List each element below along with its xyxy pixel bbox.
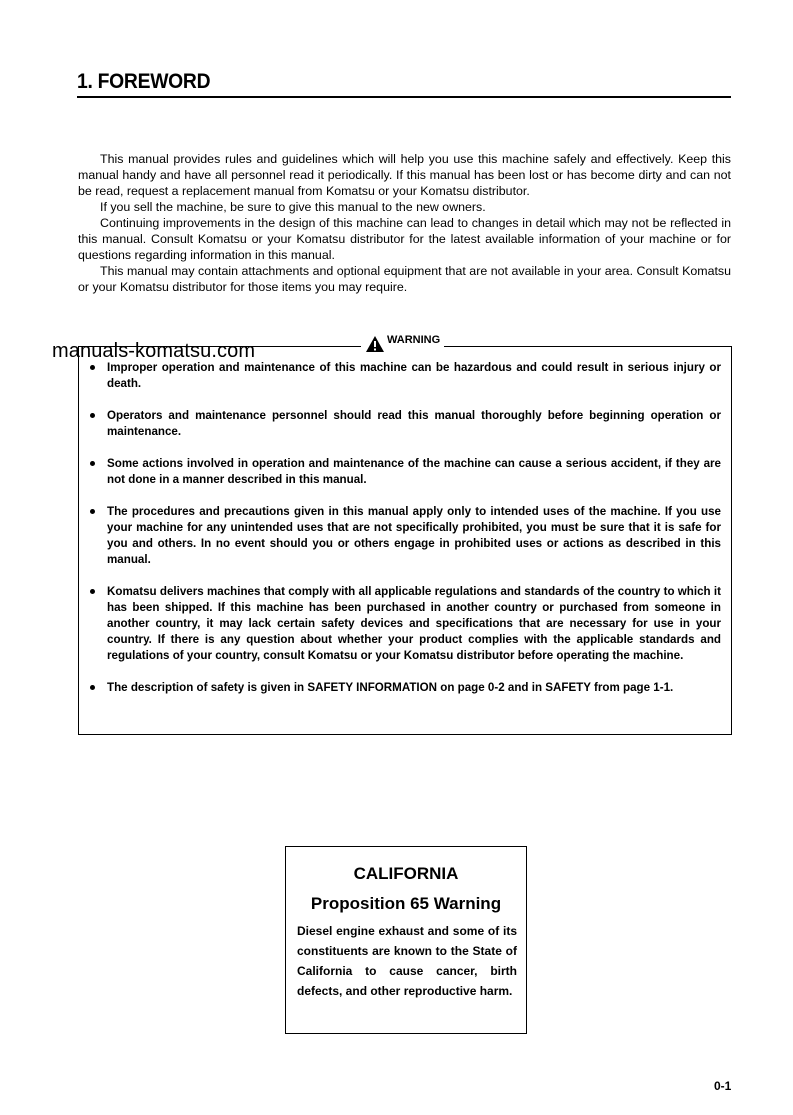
warning-item: Operators and maintenance personnel should read this manual thoroughly before beginning operation or maintenance. <box>89 408 721 440</box>
warning-list <box>89 360 721 712</box>
intro-section <box>78 151 731 295</box>
bullet-icon <box>90 589 95 594</box>
warning-item: The procedures and precautions given in this manual apply only to intended uses of the machine. If you use your machine for any unintended uses that are not specifically prohibited, you must be sure that it is safe for you and others. In no event should you or others engage in prohibited uses or actions as described in this manual. <box>89 504 721 568</box>
watermark: manuals-komatsu.com <box>52 340 256 362</box>
prop65-body: Diesel engine exhaust and some of its constituents are known to the State of California to cause cancer, birth defects, and other reproductive harm. <box>297 924 517 998</box>
warning-item: The description of safety is given in SAFETY INFORMATION on page 0-2 and in SAFETY from page 1-1. <box>89 680 721 696</box>
prop65-title: CALIFORNIA <box>353 864 459 883</box>
page-title <box>77 70 731 98</box>
bullet-icon <box>90 413 95 418</box>
page-number: 0-1 <box>714 1079 732 1093</box>
intro-paragraph: This manual may contain attachments and optional equipment that are not available in your area. Consult Komatsu or your Komatsu distributor for those items you may require. <box>78 264 731 294</box>
warning-item: Improper operation and maintenance of this machine can be hazardous and could result in serious injury or death. <box>89 360 721 392</box>
warning-box <box>78 334 732 735</box>
intro-paragraph: If you sell the machine, be sure to give this manual to the new owners. <box>100 200 486 214</box>
warning-label: WARNING <box>387 334 441 346</box>
bullet-icon <box>90 365 95 370</box>
bullet-icon <box>90 461 95 466</box>
intro-paragraph: This manual provides rules and guidelines which will help you use this machine safely and effectively. Keep this manual handy and have all personnel read it periodically. If this manual has been lost or has become dirty and can not be read, request a replacement manual from Komatsu or your Komatsu distributor. <box>78 152 731 198</box>
page-title-text: 1. FOREWORD <box>77 70 211 93</box>
warning-item: Komatsu delivers machines that comply with all applicable regulations and standards of the country to which it has been shipped. If this machine has been purchased in another country or purchased from someone in another country, it may lack certain safety devices and specifications that are necessary for use in your country. If there is any question about whether your product complies with the applicable standards and regulations of your country, consult Komatsu or your Komatsu distributor before operating the machine. <box>89 584 721 664</box>
bullet-icon <box>90 509 95 514</box>
prop65-subtitle: Proposition 65 Warning <box>310 894 502 913</box>
warning-header <box>361 335 444 353</box>
warning-item: Some actions involved in operation and maintenance of the machine can cause a serious accident, if they are not done in a manner described in this manual. <box>89 456 721 488</box>
warning-triangle-icon <box>365 335 385 353</box>
intro-paragraph: Continuing improvements in the design of this machine can lead to changes in detail which may not be reflected in this manual. Consult Komatsu or your Komatsu distributor for the latest available information of your machine or for questions regarding information in this manual. <box>78 216 731 262</box>
prop65-warning-box <box>285 846 527 1034</box>
bullet-icon <box>90 685 95 690</box>
